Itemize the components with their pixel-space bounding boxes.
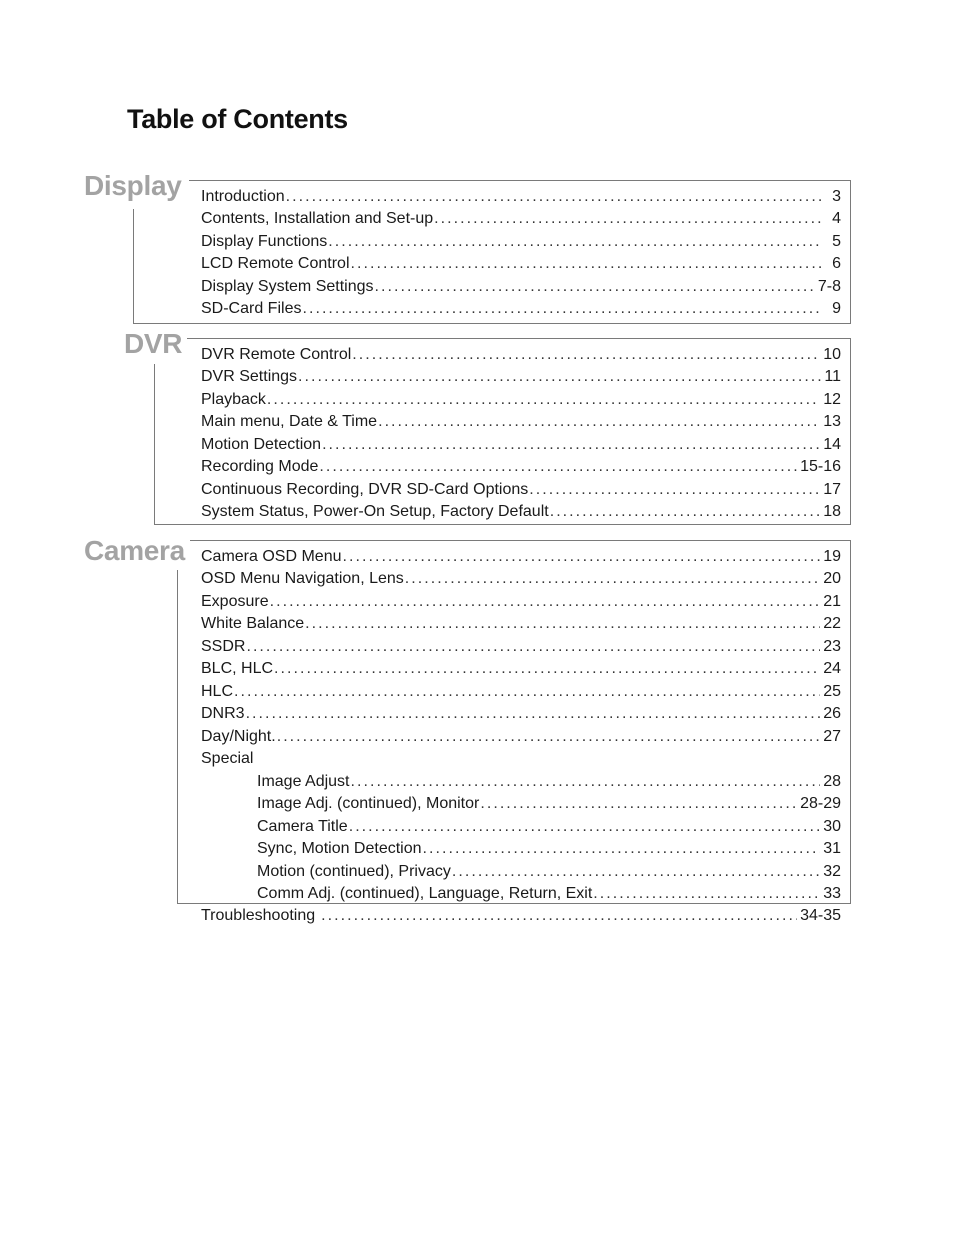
toc-entry-display-functions[interactable]: Display Functions . . . 5 xyxy=(201,231,841,253)
dvr-frame-bottom xyxy=(154,524,851,525)
toc-entry-continuous-recording[interactable]: Continuous Recording, DVR SD-Card Options . . . 17 xyxy=(201,479,841,501)
toc-entry-hlc[interactable]: HLC . . . 25 xyxy=(201,681,841,703)
toc-heading-special: Special xyxy=(201,750,254,767)
toc-entry-day-night[interactable]: Day/Night. . . . 27 xyxy=(201,726,841,748)
toc-entry-recording-mode[interactable]: Recording Mode . . . 15-16 xyxy=(201,456,841,478)
toc-entry-playback[interactable]: Playback . . . 12 xyxy=(201,389,841,411)
toc-entry-camera-osd-menu[interactable]: Camera OSD Menu . . . 19 xyxy=(201,546,841,568)
toc-entry-motion-detection[interactable]: Motion Detection . . . 14 xyxy=(201,434,841,456)
toc-entry-lcd-remote-control[interactable]: LCD Remote Control . . . 6 xyxy=(201,253,841,275)
dvr-frame-left xyxy=(154,364,155,525)
toc-entry-sync-motion-detection[interactable]: Sync, Motion Detection . . . 31 xyxy=(257,838,841,860)
toc-entry-camera-title[interactable]: Camera Title . . . 30 xyxy=(257,816,841,838)
toc-entry-white-balance[interactable]: White Balance . . . 22 xyxy=(201,613,841,635)
toc-entry-troubleshooting[interactable]: Troubleshooting . . . 34-35 xyxy=(201,905,841,927)
toc-entry-exposure[interactable]: Exposure . . . 21 xyxy=(201,591,841,613)
toc-entry-system-status[interactable]: System Status, Power-On Setup, Factory Default . . . 18 xyxy=(201,501,841,523)
toc-entry-contents-installation[interactable]: Contents, Installation and Set-up . . . 4 xyxy=(201,208,841,230)
toc-entry-dnr3[interactable]: DNR3 . . . 26 xyxy=(201,703,841,725)
section-label-display: Display xyxy=(84,170,182,201)
toc-entry-image-adjust[interactable]: Image Adjust . . . 28 xyxy=(257,771,841,793)
toc-entry-osd-menu-navigation[interactable]: OSD Menu Navigation, Lens . . . 20 xyxy=(201,568,841,590)
section-label-dvr: DVR xyxy=(124,328,183,359)
toc-entry-dvr-settings[interactable]: DVR Settings . . . 11 xyxy=(201,366,841,388)
toc-entry-dvr-remote-control[interactable]: DVR Remote Control . . . 10 xyxy=(201,344,841,366)
camera-frame-left xyxy=(177,570,178,904)
toc-entry-motion-privacy[interactable]: Motion (continued), Privacy . . . 32 xyxy=(257,861,841,883)
toc-entry-display-system-settings[interactable]: Display System Settings . . . 7-8 xyxy=(201,276,841,298)
display-frame-left xyxy=(133,209,134,324)
toc-entry-main-menu-date-time[interactable]: Main menu, Date & Time . . . 13 xyxy=(201,411,841,433)
section-label-camera: Camera xyxy=(84,535,185,566)
toc-entry-comm-adj-language[interactable]: Comm Adj. (continued), Language, Return, Exit . . . 33 xyxy=(257,883,841,905)
toc-entry-sd-card-files[interactable]: SD-Card Files . . . 9 xyxy=(201,298,841,320)
toc-entry-ssdr[interactable]: SSDR . . . 23 xyxy=(201,636,841,658)
toc-entry-introduction[interactable]: Introduction . . . 3 xyxy=(201,186,841,208)
page-title: Table of Contents xyxy=(127,104,348,134)
toc-entry-blc-hlc[interactable]: BLC, HLC . . . 24 xyxy=(201,658,841,680)
display-frame-bottom xyxy=(133,323,851,324)
toc-entry-image-adj-monitor[interactable]: Image Adj. (continued), Monitor . . . 28-29 xyxy=(257,793,841,815)
